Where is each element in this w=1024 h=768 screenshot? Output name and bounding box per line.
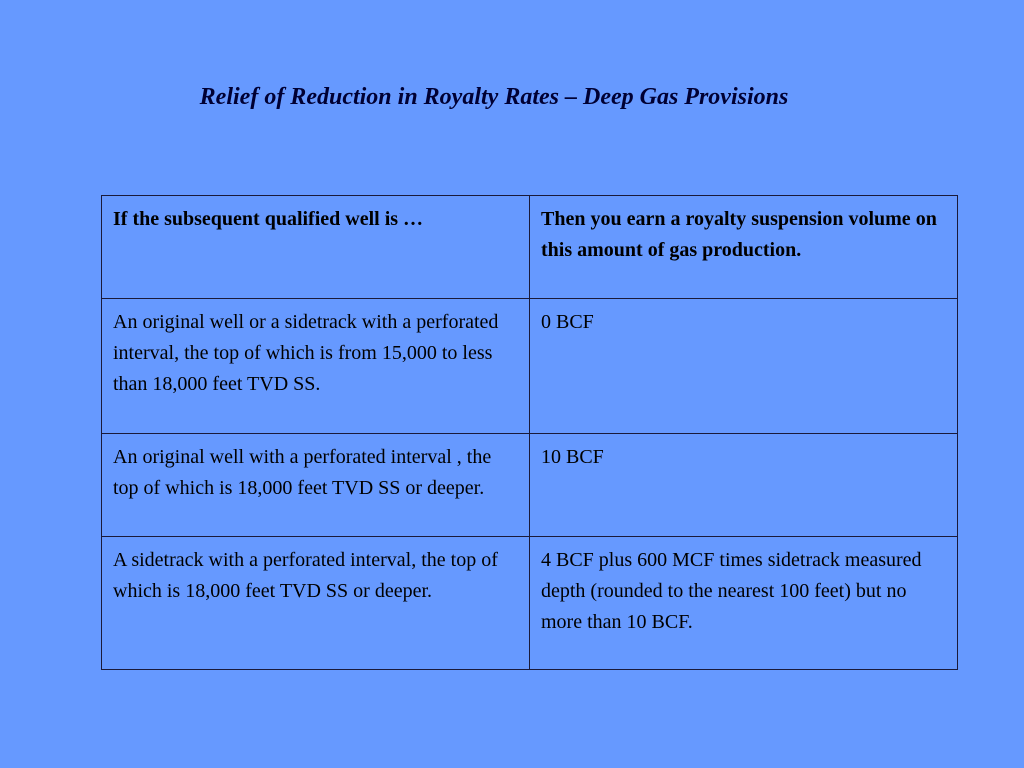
header-volume: Then you earn a royalty suspension volume on this amount of gas production. xyxy=(530,196,958,299)
cell-condition: A sidetrack with a perforated interval, the top of which is 18,000 feet TVD SS or deeper. xyxy=(102,537,530,670)
cell-volume: 0 BCF xyxy=(530,299,958,434)
royalty-table xyxy=(101,195,958,670)
table-row xyxy=(102,299,958,434)
table-row xyxy=(102,537,958,670)
cell-condition: An original well or a sidetrack with a perforated interval, the top of which is from 15,000 to less than 18,000 feet TVD SS. xyxy=(102,299,530,434)
cell-volume: 10 BCF xyxy=(530,434,958,537)
table-row xyxy=(102,434,958,537)
slide-title: Relief of Reduction in Royalty Rates – Deep Gas Provisions xyxy=(199,84,789,110)
table-header-row xyxy=(102,196,958,299)
cell-condition: An original well with a perforated interval , the top of which is 18,000 feet TVD SS or deeper. xyxy=(102,434,530,537)
cell-volume: 4 BCF plus 600 MCF times sidetrack measured depth (rounded to the nearest 100 feet) but no more than 10 BCF. xyxy=(530,537,958,670)
header-condition: If the subsequent qualified well is … xyxy=(102,196,530,299)
